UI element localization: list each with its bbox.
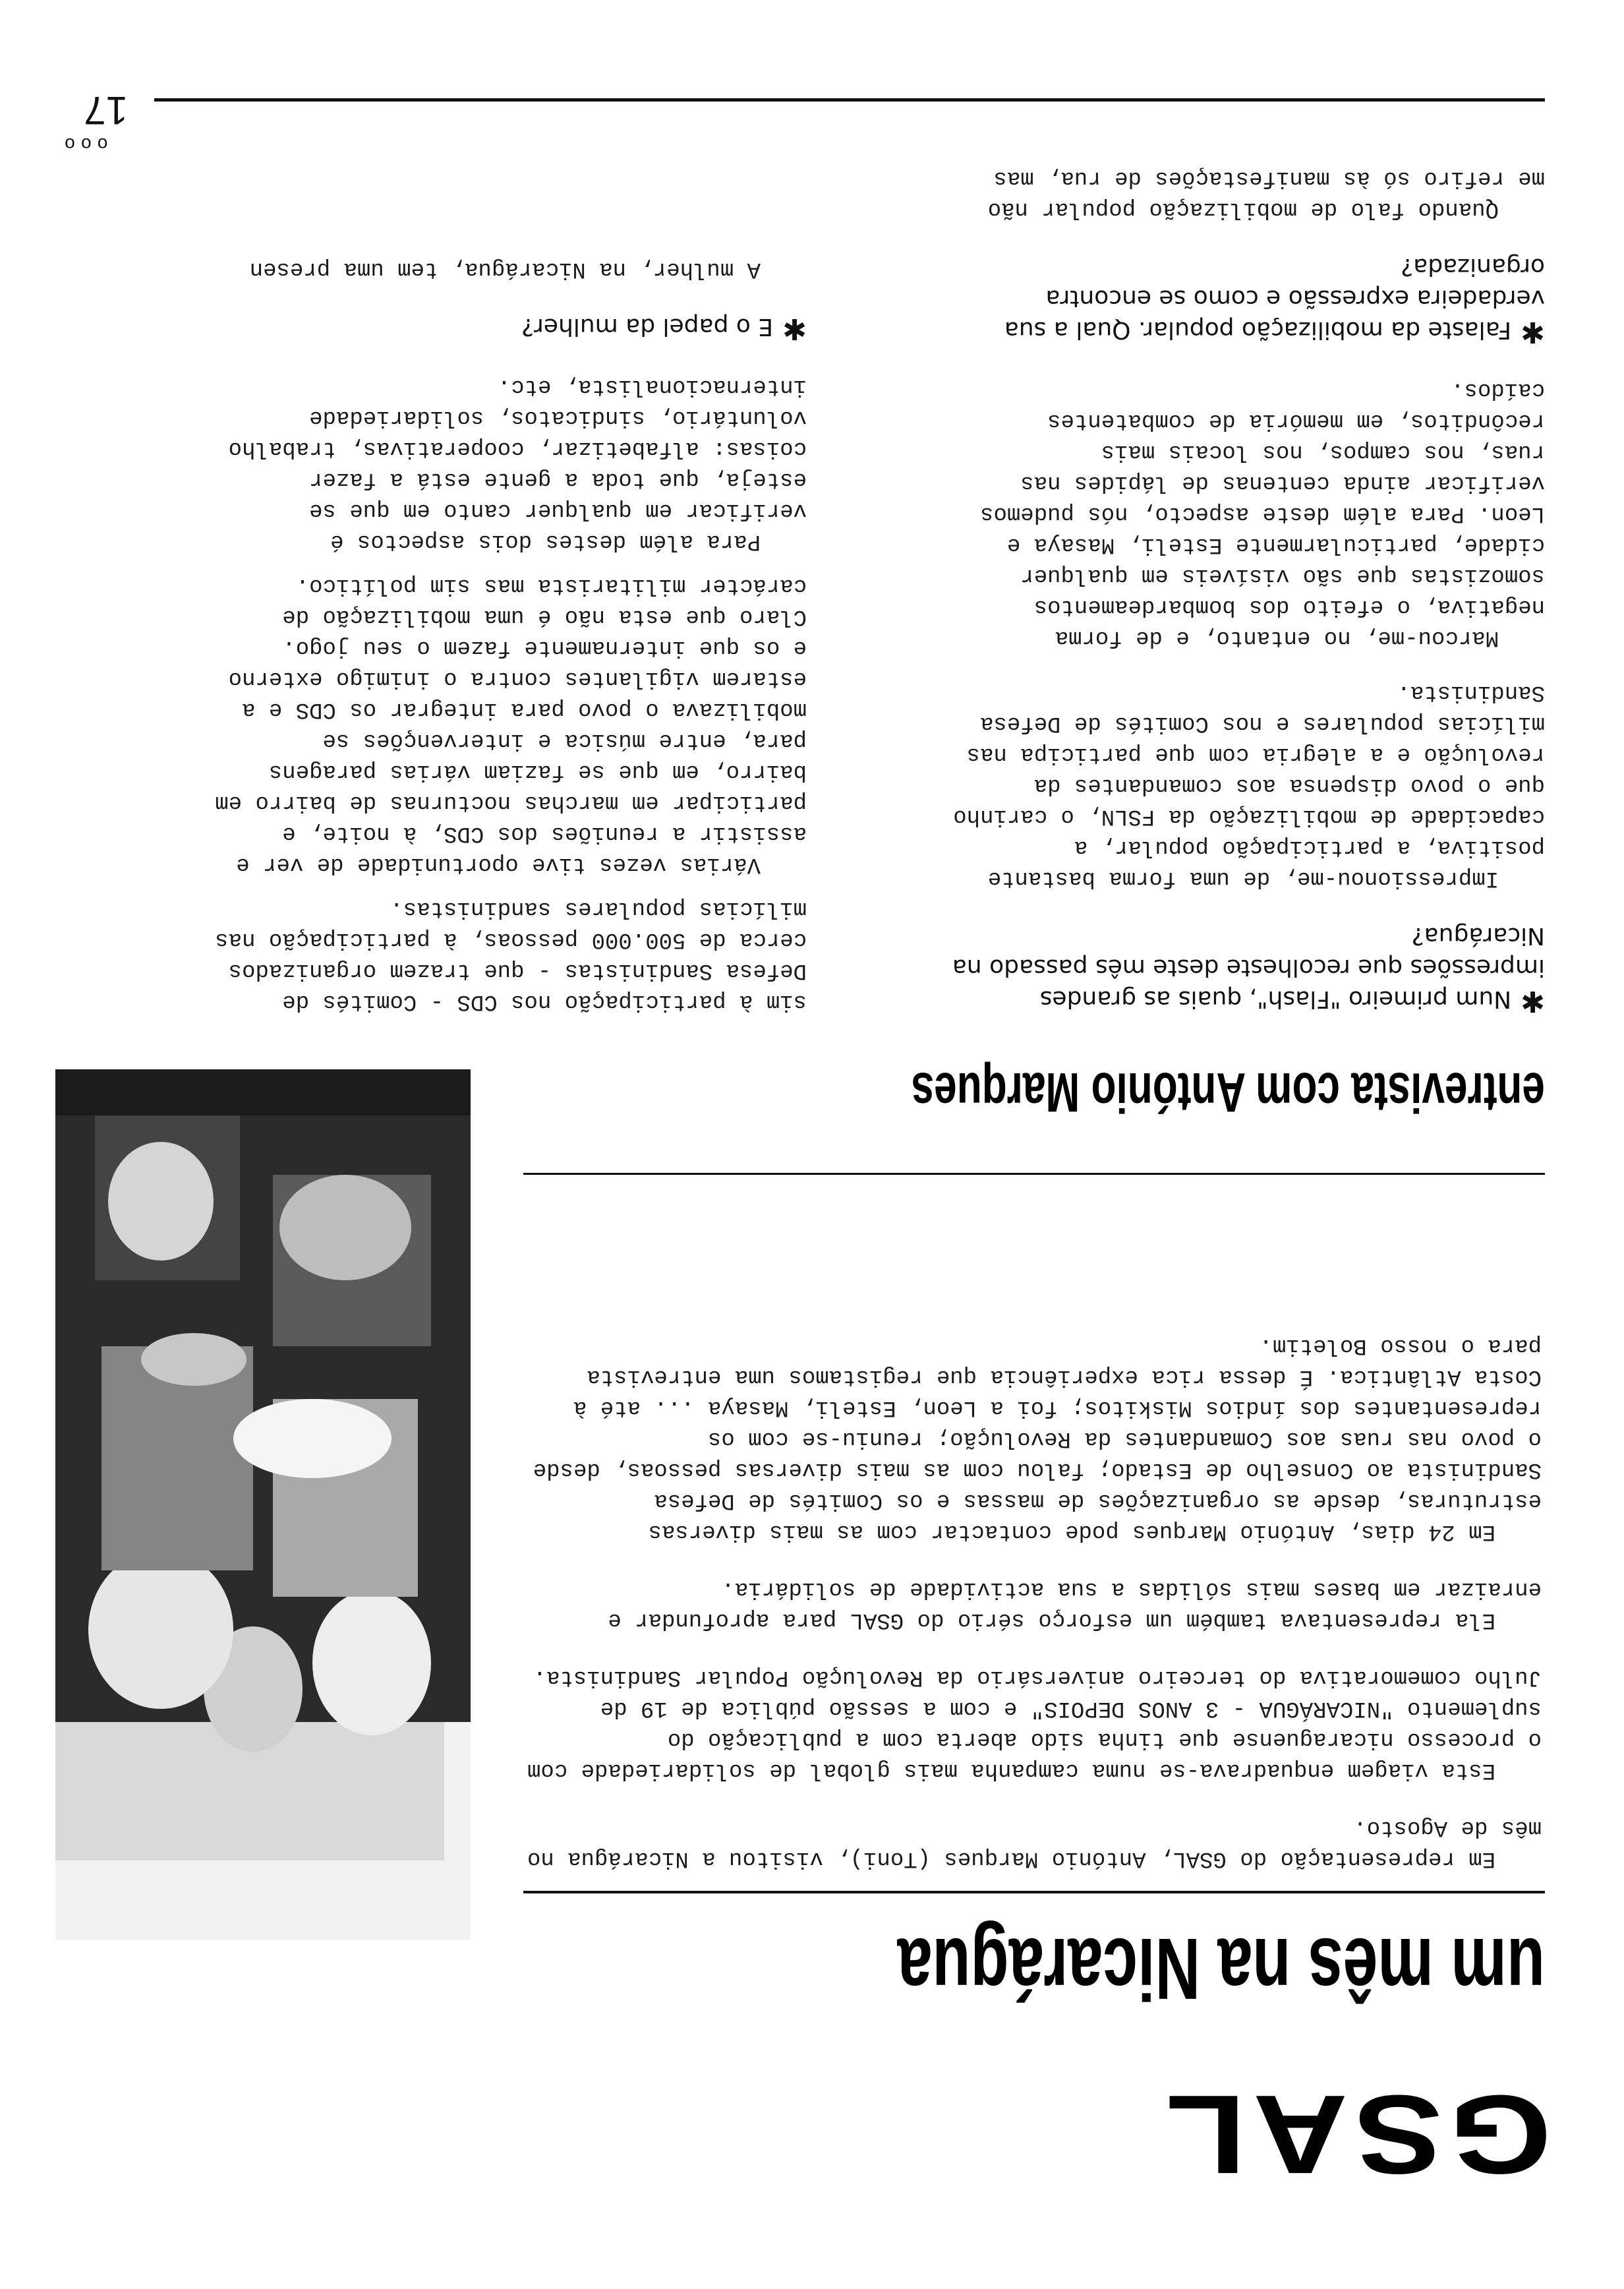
- intro-paragraph: Ela representava também um esforço sério do GSAL para aprofundar e enraizar em bases mais sólidas a sua actividade de solidária.: [608, 1576, 1542, 1632]
- answer: Para além destes dois aspectos é verificar em qualquer canto em que se esteja, que toda a gente está a fazer coisas: alfabetizar, cooperativas, trabalho voluntário, sindicatos, solidariedade internacionalista, etc.: [228, 374, 807, 554]
- divider: [523, 1173, 1545, 1175]
- interview-right-column: [214, 253, 807, 1017]
- footer-rule: [154, 98, 1545, 102]
- interview-title: entrevista com António Marques: [911, 1061, 1545, 1123]
- photo: [55, 1069, 471, 1940]
- intro-paragraph: Em representação do GSAL, António Marques (Toni), visitou a Nicarágua no mês de Agosto.: [527, 1815, 1542, 1871]
- intro-paragraph: Esta viagem enquadrava-se numa campanha mais global de solidariedade com o processo nicaraguense que tinha sido aberta com a publicação do suplemento "NICARÁGUA - 3 ANOS DEPOIS" e com a sessão pública de 19 de Julho comemorativa do terceiro aniversário da Revolução Popular Sandinista.: [527, 1665, 1542, 1783]
- question: [952, 251, 1545, 347]
- continues-marker: ooo: [59, 133, 108, 153]
- answer: sim à participação nos CDS - Comités de Defesa Sandinistas - que trazem organizados cerca de 500.000 pessoas, à participação nas milícias populares sandinistas.: [215, 896, 807, 1014]
- question: [214, 311, 807, 344]
- answer: Quando falo de mobilização popular não me refiro só às manifestações de rua, mas: [987, 165, 1545, 222]
- brand-logo: GSAL: [1159, 2071, 1552, 2197]
- asterisk-icon: ✱: [1521, 984, 1545, 1018]
- page-number: 17: [84, 88, 128, 133]
- asterisk-icon: ✱: [1521, 315, 1545, 349]
- question-text: Falaste da mobilização popular. Qual a sua verdadeira expressão e como se encontra organizada?: [1004, 253, 1545, 343]
- divider: [523, 1891, 1545, 1893]
- intro-paragraph: Em 24 dias, António Marques pode contactar com as mais diversas estruturas, desde as organizações de massas e os Comités de Defesa Sandinista ao Conselho de Estado; falou com as mais diversas pessoas, desde o povo nas ruas aos Comandantes da Revolução; reuniu-se com os representantes dos índios Miskitos; foi a Leon, Esteli, Masaya ... até à Costa Atlântica. É dessa rica experiência que registamos uma entrevista para o nosso Boletim.: [533, 1333, 1542, 1544]
- answer: Impressionou-me, de uma forma bastante positiva, a participação popular, a capacidade de mobilização da FSLN, o carinho que o povo dispensa aos comandantes da revolução e a alegria com que participa nas milícias populares e nos Comités de Defesa Sandinista.: [953, 680, 1545, 891]
- question-text: E o papel da mulher?: [521, 313, 774, 340]
- asterisk-icon: ✱: [782, 312, 807, 345]
- answer: A mulher, na Nicarágua, tem uma presen: [249, 256, 761, 282]
- intro-text: [527, 1330, 1542, 1874]
- photo-image: [55, 1069, 471, 1940]
- answer: Marcou-me, no entanto, e de forma negativa, o efeito dos bombardeamentos somozistas que são visíveis em qualquer cidade, particularmente Esteli, Masaya e Leon. Para além deste aspecto, nós pudemos verificar ainda centenas de lápides nas ruas, nos campos, nos locais mais recônditos, em memória de combatentes caídos.: [980, 377, 1545, 650]
- answer: Várias vezes tive oportunidade de ver e assistir a reuniões dos CDS, à noite, e participar em marchas nocturnas de bairro em bairro, em que se faziam várias paragens para, entre música e intervenções se mobilizava o povo para integrar os CDS e a estarem vigilantes contra o inimigo externo e os que internamente fazem o seu jogo. Claro que esta não é uma mobilização de carácter militarista mas sim político.: [215, 573, 807, 877]
- page-title: um mês na Nicarágua: [897, 1920, 1545, 2017]
- interview-left-column: [952, 162, 1545, 1017]
- question: [952, 920, 1545, 1017]
- question-text: Num primeiro "Flash", quais as grandes impressões que recolheste deste mês passado na Nicarágua?: [952, 922, 1545, 1013]
